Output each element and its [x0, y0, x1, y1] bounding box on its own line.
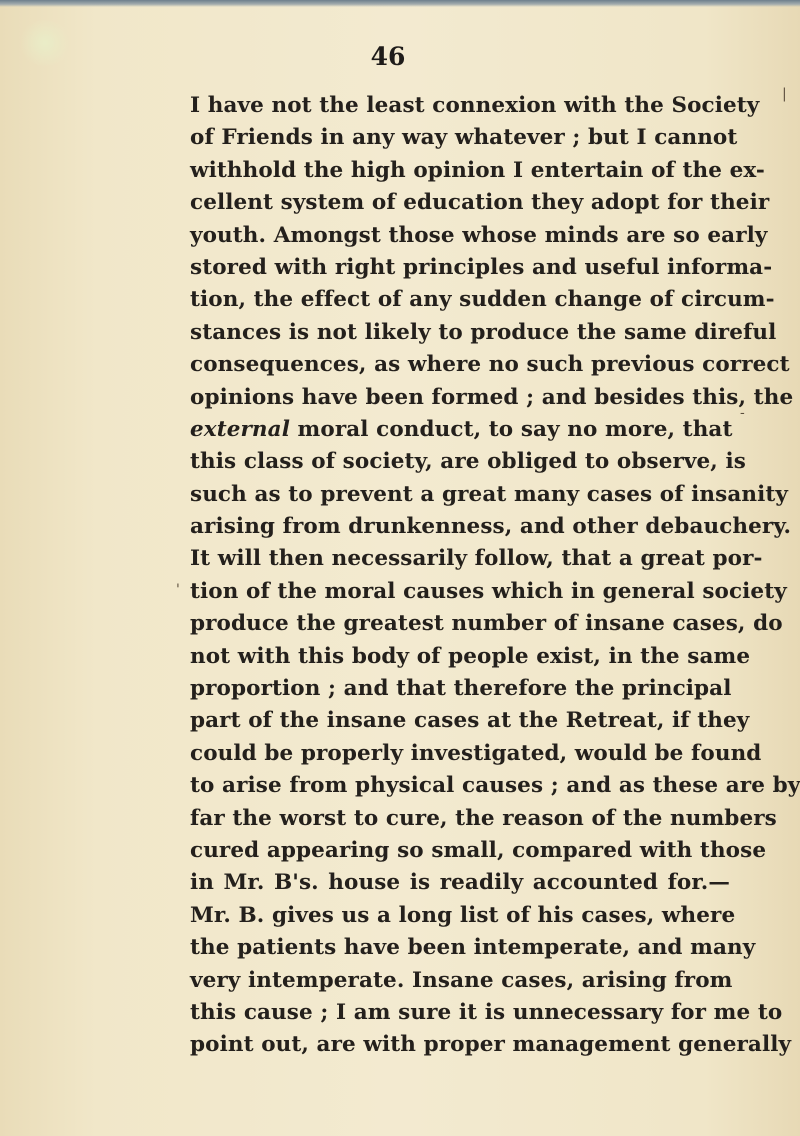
text-line: youth. Amongst those whose minds are so early	[190, 222, 768, 248]
text-line: not with this body of people exist, in the same	[190, 643, 751, 669]
page-number: 46	[370, 42, 406, 71]
text-line: cellent system of education they adopt for their	[190, 190, 770, 216]
text-line: point out, are with proper management generally	[190, 1032, 792, 1058]
text-line: the patients have been intemperate, and many	[190, 935, 756, 961]
text-line: to arise from physical causes ; and as these are by	[190, 773, 800, 799]
text-line: of Friends in any way whatever ; but I cannot	[190, 125, 738, 151]
text-line: It will then necessarily follow, that a great por-	[190, 546, 763, 572]
margin-mark: |	[782, 86, 787, 102]
text-line: this class of society, are obliged to observe, is	[190, 449, 746, 475]
text-line: consequences, as where no such previous correct	[190, 352, 790, 378]
text-line: produce the greatest number of insane cases, do	[190, 611, 783, 637]
body-text	[190, 90, 800, 1062]
text-line: in Mr. B's. house is readily accounted for.—	[190, 870, 730, 896]
text-line: stances is not likely to produce the same direful	[190, 319, 777, 345]
text-line: such as to prevent a great many cases of insanity	[190, 481, 788, 507]
text-line: very intemperate. Insane cases, arising from	[190, 967, 733, 993]
italic-word: external	[190, 416, 290, 442]
text-line: far the worst to cure, the reason of the numbers	[190, 805, 777, 831]
text-line: opinions have been formed ; and besides this, the	[190, 384, 794, 410]
text-line: proportion ; and that therefore the principal	[190, 676, 732, 702]
text-line: Mr. B. gives us a long list of his cases, where	[190, 902, 736, 928]
text-line: arising from drunkenness, and other debauchery.	[190, 514, 792, 540]
text-line	[190, 414, 733, 446]
margin-mark: -	[740, 405, 745, 421]
text-line: I have not the least connexion with the Society	[190, 93, 760, 118]
text-line: this cause ; I am sure it is unnecessary for me to	[190, 999, 783, 1025]
text-line: cured appearing so small, compared with those	[190, 837, 767, 863]
text-line: stored with right principles and useful informa-	[190, 254, 773, 280]
text-line: part of the insane cases at the Retreat, if they	[190, 708, 750, 734]
line-rest: moral conduct, to say no more, that	[289, 416, 733, 442]
page-top-edge	[0, 0, 800, 7]
text-line: tion, the effect of any sudden change of circum-	[190, 287, 775, 313]
text-line: tion of the moral causes which in general society	[190, 578, 787, 604]
margin-mark: '	[176, 582, 180, 598]
text-line: withhold the high opinion I entertain of the ex-	[190, 157, 765, 183]
text-line: could be properly investigated, would be found	[190, 740, 762, 766]
